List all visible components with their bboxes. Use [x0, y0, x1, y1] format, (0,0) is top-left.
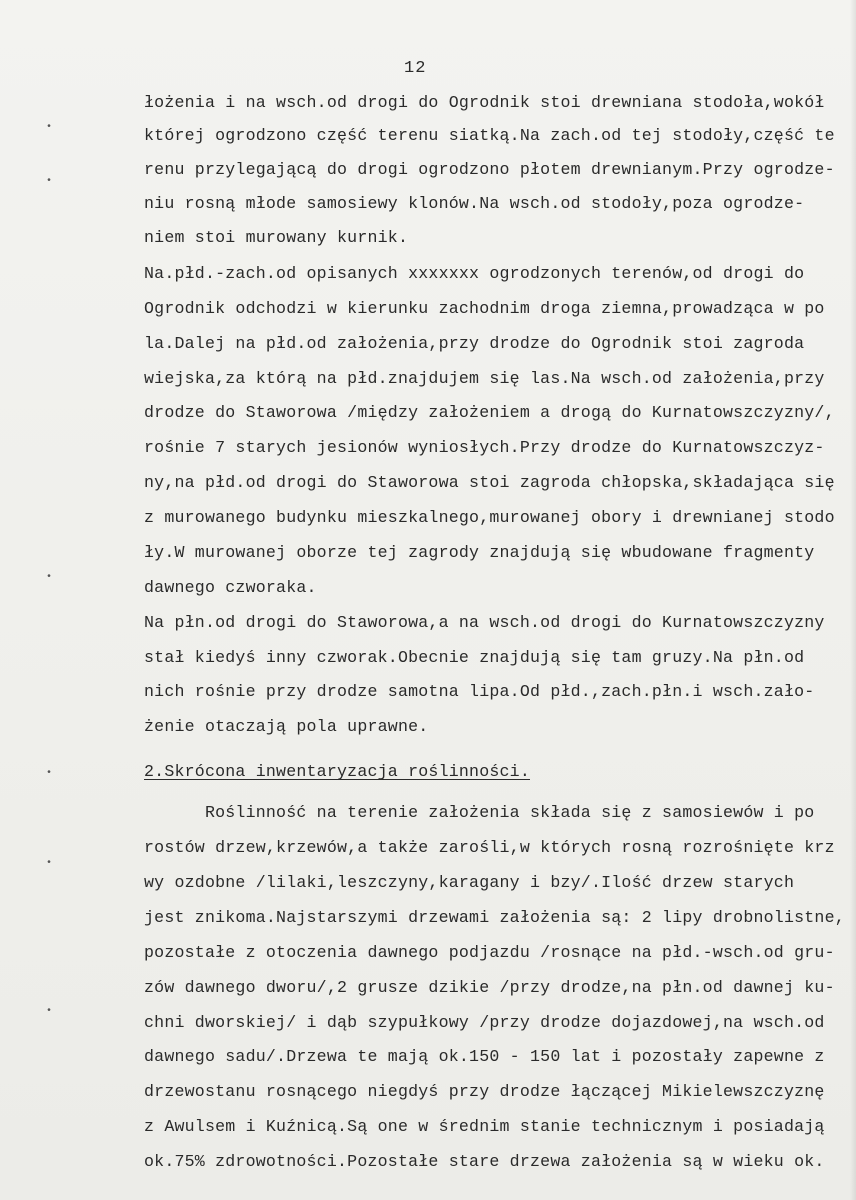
margin-dot: • — [46, 572, 53, 583]
text-line: żenie otaczają pola uprawne. — [144, 717, 429, 736]
text-line: łożenia i na wsch.od drogi do Ogrodnik stoi drewniana stodoła,wokół — [144, 93, 825, 112]
text-line: ok.75% zdrowotności.Pozostałe stare drzewa założenia są w wieku ok. — [144, 1152, 825, 1171]
text-line: rostów drzew,krzewów,a także zarośli,w których rosną rozrośnięte krz — [144, 838, 835, 857]
text-line: ny,na płd.od drogi do Staworowa stoi zagroda chłopska,składająca się — [144, 473, 835, 492]
margin-dot: • — [46, 122, 53, 133]
text-line: jest znikoma.Najstarszymi drzewami założenia są: 2 lipy drobnolistne, — [144, 908, 845, 927]
text-line: la.Dalej na płd.od założenia,przy drodze do Ogrodnik stoi zagroda — [144, 334, 805, 353]
text-line: chni dworskiej/ i dąb szypułkowy /przy drodze dojazdowej,na wsch.od — [144, 1013, 825, 1032]
margin-dot: • — [46, 768, 53, 779]
text-line: której ogrodzono część terenu siatką.Na zach.od tej stodoły,część te — [144, 126, 835, 145]
text-line: nich rośnie przy drodze samotna lipa.Od płd.,zach.płn.i wsch.zało- — [144, 682, 815, 701]
text-line: wiejska,za którą na płd.znajdujem się las.Na wsch.od założenia,przy — [144, 369, 825, 388]
text-line: niu rosną młode samosiewy klonów.Na wsch.od stodoły,poza ogrodze- — [144, 194, 805, 213]
text-line: rośnie 7 starych jesionów wyniosłych.Przy drodze do Kurnatowszczyz- — [144, 438, 825, 457]
text-line: drzewostanu rosnącego niegdyś przy drodze łączącej Mikielewszczyznę — [144, 1082, 825, 1101]
text-line: niem stoi murowany kurnik. — [144, 228, 409, 247]
margin-dot: • — [46, 176, 53, 187]
text-line: renu przylegającą do drogi ogrodzono płotem drewnianym.Przy ogrodze- — [144, 160, 835, 179]
section-heading: 2.Skrócona inwentaryzacja roślinności. — [144, 762, 530, 781]
page-edge-shadow — [850, 0, 856, 1200]
text-line: zów dawnego dworu/,2 grusze dzikie /przy drodze,na płn.od dawnej ku- — [144, 978, 835, 997]
text-line: drodze do Staworowa /między założeniem a drogą do Kurnatowszczyzny/, — [144, 403, 835, 422]
text-line: Ogrodnik odchodzi w kierunku zachodnim droga ziemna,prowadząca w po — [144, 299, 825, 318]
text-line: ły.W murowanej oborze tej zagrody znajdują się wbudowane fragmenty — [144, 543, 815, 562]
margin-dot: • — [46, 1006, 53, 1017]
text-line: pozostałe z otoczenia dawnego podjazdu /rosnące na płd.-wsch.od gru- — [144, 943, 835, 962]
text-line: z Awulsem i Kuźnicą.Są one w średnim stanie technicznym i posiadają — [144, 1117, 825, 1136]
text-line: Roślinność na terenie założenia składa się z samosiewów i po — [144, 803, 815, 822]
page-number: 12 — [404, 59, 427, 78]
text-line: z murowanego budynku mieszkalnego,murowanej obory i drewnianej stodo — [144, 508, 835, 527]
text-line: stał kiedyś inny czworak.Obecnie znajdują się tam gruzy.Na płn.od — [144, 648, 805, 667]
text-line: Na płn.od drogi do Staworowa,a na wsch.od drogi do Kurnatowszczyzny — [144, 613, 825, 632]
text-line: wy ozdobne /lilaki,leszczyny,karagany i bzy/.Ilość drzew starych — [144, 873, 795, 892]
margin-dot: • — [46, 858, 53, 869]
text-line: dawnego sadu/.Drzewa te mają ok.150 - 150 lat i pozostały zapewne z — [144, 1047, 825, 1066]
text-line: Na.płd.-zach.od opisanych xxxxxxx ogrodzonych terenów,od drogi do — [144, 264, 805, 283]
text-line: dawnego czworaka. — [144, 578, 317, 597]
